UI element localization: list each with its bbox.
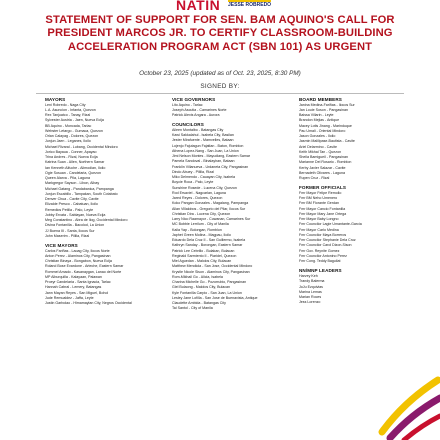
- signatory-name: Sheila Bamigueil - Pangasinan: [299, 155, 348, 160]
- signatory-name: Jann Mayan Reyes - San Miguel, Bohol: [45, 290, 109, 295]
- section-heading: VICE GOVERNORS: [172, 97, 216, 102]
- signatory-name: Fmr Gov. Reynite Gomez: [299, 248, 340, 253]
- signatory-name: Koko Pangan Gonzales - Magalang, Pampanga: [172, 201, 249, 206]
- signatory-name: Ian Kenneth Alfuche - Alimodian, Iloilo: [45, 165, 106, 170]
- signatory-name: Rod Ersaviel - Nagcarlan, Laguna: [172, 190, 226, 195]
- signatory-name: Janina Medina-Fariñas - Ilocos Sur: [299, 102, 355, 107]
- section-heading: COUNCILORS: [172, 122, 204, 128]
- signatory-name: Fmr Mayor Mary Jane Ortega: [299, 211, 347, 216]
- signatory-list: [299, 191, 414, 265]
- signatory-name: Kerby Javier Salazar - Cavite: [299, 165, 346, 170]
- signatory-name: Fmr Councilor Carol Dizon-Sison: [299, 243, 352, 248]
- signatory-name: Leni Robredo - Naga City: [45, 102, 86, 107]
- signatory-name: Dindo Abuey - Pililla, Rizal: [172, 169, 214, 174]
- signatory-name: Elizalde Presco - Cabatuan, Iloilo: [45, 202, 98, 207]
- statement-dateline: October 23, 2025 (updated as of Oct. 23, 2025, 8:30 PM): [139, 70, 301, 77]
- signatory-name: Webster Letargo - Gumaca, Quezon: [45, 128, 103, 133]
- section-heading: FORMER OFFICIALS: [299, 185, 347, 191]
- signatory-name: Rommel Amado - Kasanaygan, Lanao del Norte: [45, 269, 122, 274]
- signatory-name: Miko Delmendo - Cauayan City, Isabela: [172, 175, 236, 180]
- signatory-name: Aileen Montalbo - Batangas City: [172, 127, 224, 132]
- signatory-name: Sylvester Austria - Jaen, Nueva Ecija: [45, 118, 104, 123]
- signatory-name: Sunshine Rosede - Lucena City, Quezon: [172, 185, 237, 190]
- signatory-name: Christian Dira - Lucena City, Quezon: [172, 211, 231, 216]
- signatory-name: Jester Mirafuente - Mamvelles, Bataan: [172, 138, 234, 143]
- signatory-name: Lojenjo Fajutagun Fajatlan - Baton, Romblon: [172, 143, 244, 148]
- signatory-name: Rex Tanjuatco - Tanay, Rizal: [45, 113, 91, 118]
- jesse-robredo-logo-text: JESSE ROBREDO: [228, 2, 272, 8]
- signatories-column-1: [45, 96, 160, 306]
- signatory-name: Katrina Suan - Allen, Northern Samar: [45, 160, 105, 165]
- signatory-name: Lito Aquino - Tarlac: [172, 102, 203, 107]
- section-heading: MAYORS: [45, 97, 66, 102]
- signatory-name: Anton Perez - Alaminos City, Pangasinan: [45, 253, 111, 258]
- signatory-name: Queen Alarva - Pila, Laguna: [45, 176, 90, 181]
- header-logos: [0, 0, 440, 13]
- signatory-name: Ariel Delarmino - Cavite: [299, 144, 337, 149]
- signatory-name: Boycie Roca - Palo, Leyte: [172, 180, 214, 185]
- signatory-name: JJ Buena III - Santa, Ilocos Sur: [45, 228, 95, 233]
- signatory-name: Fmr Councilor Stephanie Dela Cruz: [299, 238, 356, 243]
- signatory-name: Jobby Ervata - Sablayan, Nueva Ecija: [45, 212, 106, 217]
- signatory-name: Fmr Mayor Felipe Remollo: [299, 190, 342, 195]
- signatory-name: Pamela Sandoval - Binalayhan, Bataan: [172, 159, 235, 164]
- signatory-name: Markgregor Sayson - Libon, Albay: [45, 181, 100, 186]
- signatory-name: Michael Gatang - Pandabanica, Pampanga: [45, 186, 114, 191]
- signatory-name: Allan Villalobos - Gregorio del Pilar, Ilocos Sur: [172, 206, 246, 211]
- section-divider: [36, 93, 404, 94]
- signatory-name: Marianne Del Rosario - Romblon: [299, 160, 352, 165]
- signatory-name: Trina Andres - Rizal, Nueva Ecija: [45, 155, 98, 160]
- signatory-name: Fmr Mayor Carlo Medina: [299, 227, 339, 232]
- signatory-name: MP Alburquilla - Kalayaan, Palawan: [45, 274, 102, 279]
- signatory-name: L.A. Asuncion - Infanta, Quezon: [45, 107, 96, 112]
- signatory-name: Patrick Lee Cebrillo - Bulakan, Bulacan: [172, 248, 235, 253]
- signatory-name: Junjun Jaen - Leganes, Iloilo: [45, 139, 91, 144]
- signatory-name: Charina Michelle Go - Pozorrubio, Pangasinan: [172, 280, 247, 285]
- signatory-name: Keith Mikhal Tan - Quezon: [299, 149, 342, 154]
- signatory-name: Marian Roces: [299, 295, 322, 300]
- signatory-name: Jess Lorenzo: [299, 300, 321, 305]
- signatory-list: [299, 274, 414, 306]
- signatory-name: Kathryn Sanday - Borongan, Eastern Samar: [172, 243, 243, 248]
- signatory-name: Carlos Fariñas - Laoag City, Ilocos Norte: [45, 248, 110, 253]
- signatory-name: Trandy Balerma: [299, 279, 325, 284]
- signatory-name: Remedios Petilla - Palo, Leyte: [45, 207, 94, 212]
- jesse-robredo-logo: [228, 0, 271, 8]
- signatory-list: [45, 249, 160, 307]
- signatory-name: Jasmin Malilipase-Bautista - Cavite: [299, 139, 355, 144]
- signatory-name: Justin Garbolao - Himamaylan City, Negros Occidental: [45, 301, 132, 306]
- signatory-name: Orlan Calayag - Dolores, Quezon: [45, 134, 99, 139]
- signatory-name: Divina Fontanilla - Bacolod, La Union: [45, 223, 105, 228]
- signatory-name: Bernadeth Olivares - Laguna: [299, 170, 345, 175]
- statement-headline: STATEMENT OF SUPPORT FOR SEN. BAM AQUINO'S CALL FOR PRESIDENT MARCOS JR. TO CERTIFY CLASSROOM-BUILDING ACCELERATION PROGRAM ACT (SBN 101) AS URGENT: [45, 14, 395, 53]
- signatory-name: Matthew Mendiola - San Jose, Occidental Mindoro: [172, 264, 253, 269]
- signatory-name: Jared Reyes - Dolores, Quezon: [172, 196, 223, 201]
- signatory-name: Krystle Nicole Sison - Alaminos City, Pangasinan: [172, 269, 250, 274]
- section-heading: NN/MNP LEADERS: [299, 268, 342, 274]
- signatory-list: [172, 103, 287, 119]
- signatory-name: Harvey Keh: [299, 274, 318, 279]
- signatory-name: Meg Constantino - Abra de Ilog, Occidental Mindoro: [45, 218, 128, 223]
- signatory-name: Joseph Ascutia - Camarines Norte: [172, 107, 227, 112]
- natin-logo: NATIN: [176, 0, 221, 13]
- signatory-name: Ogie Sosuan - Candelaria, Quezon: [45, 170, 101, 175]
- signatory-name: Fmr Mayor Baby Longno: [299, 217, 339, 222]
- signatory-name: Baissa Villarin - Leyte: [299, 113, 334, 118]
- signatory-name: Fmr BM Neho Umenero: [299, 196, 338, 201]
- signatory-name: Michael Rivaral - Lubang, Occidental Mindoro: [45, 144, 118, 149]
- signatory-name: BB Aquino - Moncada, Tarlac: [45, 123, 92, 128]
- signatory-name: Jimi Nelson Montes - Mayudiang, Eastern Samar: [172, 154, 251, 159]
- signatory-name: Brandon Mejias - Antique: [299, 118, 340, 123]
- signatory-list: [299, 103, 414, 182]
- signatory-name: Proeyr Candelaria - Santa Ignacia, Tarlac: [45, 280, 111, 285]
- signatory-name: Tai Santol - City of Manila: [172, 306, 213, 311]
- signatory-name: Franklin Villanueva - Urdaneta City, Pangasinan: [172, 164, 249, 169]
- signatory-name: Jan Louie Soson - Pangasinan: [299, 107, 348, 112]
- signatory-name: Rom-Mikhail Go - Alicia, Isabela: [172, 274, 223, 279]
- signatory-name: Kawi Sakkalahul - Isabela City, Basilan: [172, 133, 234, 138]
- signatory-name: Patrick Alexis Angara - Aurora: [172, 113, 220, 118]
- signatories-column-3: [299, 96, 414, 306]
- signatory-list: [172, 128, 287, 312]
- signatory-name: Lesley Jane Lofilla - San Jose de Buenavista, Antique: [172, 295, 258, 300]
- signatory-name: Giel Bulaong - Malolos City, Bulacan: [172, 285, 231, 290]
- signatory-name: MC Bobbie Lerrilum - City of Manila: [172, 222, 229, 227]
- signatory-name: Rupen Cruz - Rizal: [299, 176, 330, 181]
- section-heading: BOARD MEMBERS: [299, 97, 342, 102]
- signatory-name: Pau Umali - Oriental Mindoro: [299, 128, 346, 133]
- signatory-name: Larry Nico Raamayor - Cuwanan, Camarines Sur: [172, 217, 251, 222]
- signatory-name: Fmr Cong. Teddy Baguilat: [299, 259, 341, 264]
- signatory-name: Denver Chua - Cavite City, Cavite: [45, 197, 99, 202]
- signatory-name: Kyle Fontanilla Carpio - San Juan, La Union: [172, 290, 242, 295]
- signatory-name: Junjun Escabillo - Tampakan, South Cotabato: [45, 191, 118, 196]
- signatory-name: Roland Bose Evardone - Arteche, Eastern Samar: [45, 264, 124, 269]
- signatory-name: Eduardo Dela Cruz II - San Guillermo, Isabela: [172, 238, 246, 243]
- section-heading: VICE MAYORS: [45, 243, 78, 249]
- signatory-name: Fmr Councilor Lagie Umantante-Garcia: [299, 222, 362, 227]
- signatory-name: Fmr Councilor Antonino Perez: [299, 253, 347, 258]
- signatory-name: Fmr Mayor Cancio Fontanilla: [299, 206, 346, 211]
- signatory-name: Christian Binaya - Bongabon, Nueva Ecija: [45, 259, 112, 264]
- signatory-name: Kaila Yap - Bolongan, Romblon: [172, 227, 222, 232]
- signatory-name: Fmr Councilor Maya Borreros: [299, 232, 347, 237]
- signatory-name: Reginald Sarmiento II - Plaridel, Quezon: [172, 253, 237, 258]
- signatory-name: Jude Remualdez - Jaffa, Leyte: [45, 295, 94, 300]
- signatory-name: Jorico Bayaua - Conner, Apayao: [45, 149, 97, 154]
- signatory-name: Claudette Ambida - Batangas City: [172, 301, 226, 306]
- signatory-name: Hannah Cabral - Lemery, Batangas: [45, 285, 102, 290]
- signatory-name: Marina Lemas: [299, 289, 322, 294]
- signatory-name: Japhet Green Molina - Magpau, Iloilo: [172, 232, 231, 237]
- signatory-name: JoJu Ezquivias: [299, 284, 323, 289]
- decorative-swoosh-graphic: [376, 370, 440, 440]
- signed-by-label: SIGNED BY:: [200, 83, 240, 90]
- signatory-list: [45, 103, 160, 240]
- signatory-name: John Maserim - Pililla, Rizal: [45, 233, 90, 238]
- signatory-name: Macey Lotis Jinang - Marinduque: [299, 123, 352, 128]
- signatories-column-2: [172, 96, 287, 312]
- signatory-name: Jason Gonzales - Iloilo: [299, 134, 336, 139]
- signatory-name: Miel Aguedan - Malolos City, Bulacan: [172, 259, 232, 264]
- signatory-name: Athena Lopez-Nang - San Juan, La Union: [172, 148, 239, 153]
- signatory-name: Fmr BM Florante Gerdan: [299, 201, 339, 206]
